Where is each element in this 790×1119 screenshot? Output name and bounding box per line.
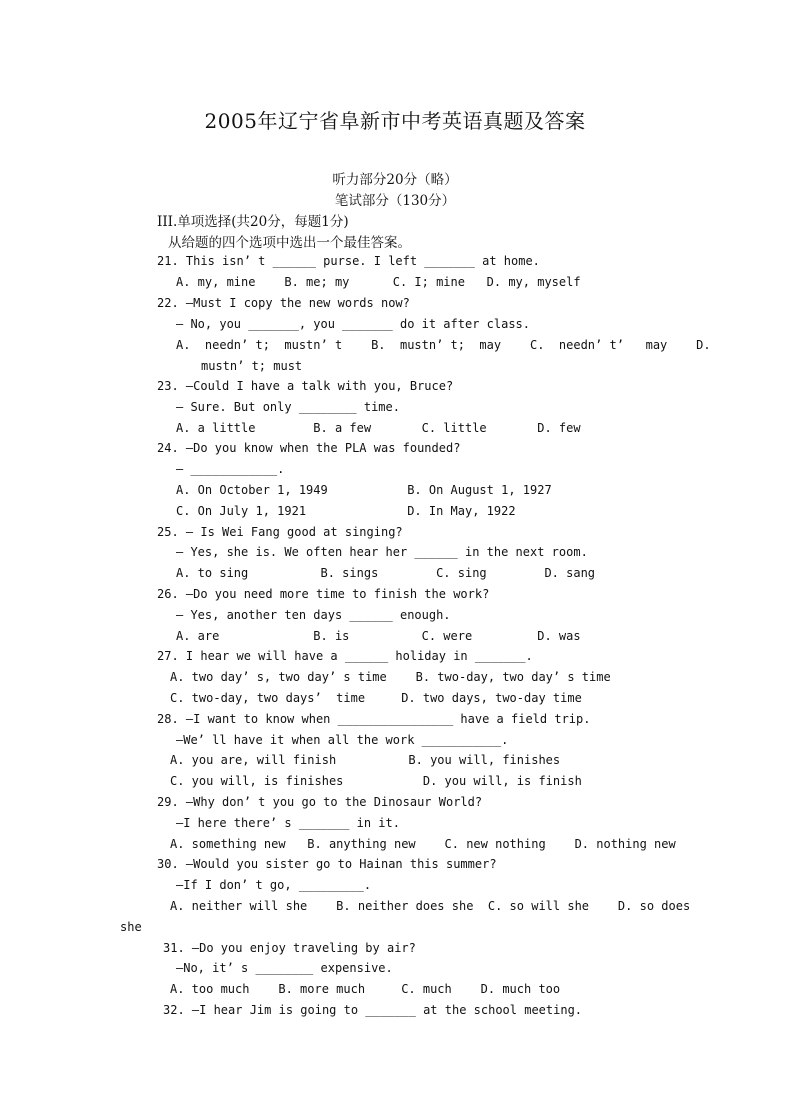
question-24-options-cd: C. On July 1, 1921 D. In May, 1922 — [176, 504, 516, 518]
question-22-options-cont: mustn’ t; must — [201, 359, 303, 373]
question-26-options: A. are B. is C. were D. was — [176, 629, 581, 643]
question-22: 22. —Must I copy the new words now? — [157, 296, 410, 310]
question-31: 31. —Do you enjoy traveling by air? — [163, 941, 416, 955]
question-29-reply: —I here there’ s _______ in it. — [176, 816, 400, 830]
question-30: 30. —Would you sister go to Hainan this summer? — [157, 857, 497, 871]
question-32: 32. —I hear Jim is going to _______ at the school meeting. — [163, 1003, 583, 1017]
question-25: 25. — Is Wei Fang good at singing? — [157, 525, 403, 539]
question-29-options: A. something new B. anything new C. new nothing D. nothing new — [170, 837, 676, 851]
question-25-options: A. to sing B. sings C. sing D. sang — [176, 566, 596, 580]
section-heading: III.单项选择(共20分，每题1分) — [157, 214, 349, 230]
question-30-options-cont: she — [120, 920, 142, 934]
question-29: 29. —Why don’ t you go to the Dinosaur World? — [157, 795, 483, 809]
question-31-options: A. too much B. more much C. much D. much too — [170, 982, 561, 996]
question-28-options-cd: C. you will, is finishes D. you will, is finish — [170, 774, 582, 788]
question-27-options-ab: A. two day’ s, two day’ s time B. two-day, two day’ s time — [170, 670, 611, 684]
section-instruction: 从给题的四个选项中选出一个最佳答案。 — [168, 235, 411, 251]
question-24: 24. —Do you know when the PLA was founded? — [157, 441, 461, 455]
question-27-options-cd: C. two-day, two days’ time D. two days, two-day time — [170, 691, 582, 705]
question-23-options: A. a little B. a few C. little D. few — [176, 421, 581, 435]
question-31-reply: —No, it’ s ________ expensive. — [176, 961, 393, 975]
question-25-reply: — Yes, she is. We often hear her ______ in the next room. — [176, 545, 588, 559]
question-24-reply: — ____________. — [176, 462, 285, 476]
question-22-reply: — No, you _______, you _______ do it after class. — [176, 317, 531, 331]
document-title: 2005年辽宁省阜新市中考英语真题及答案 — [204, 109, 586, 133]
question-23-reply: — Sure. But only ________ time. — [176, 400, 400, 414]
question-28: 28. —I want to know when ________________ have a field trip. — [157, 712, 591, 726]
question-28-reply: —We’ ll have it when all the work ___________. — [176, 733, 509, 747]
question-22-options: A. needn’ t; mustn’ t B. mustn’ t; may C. needn’ t’ may D. — [176, 338, 711, 352]
listening-part-heading: 听力部分20分（略） — [332, 172, 458, 188]
written-part-heading: 笔试部分（130分） — [334, 193, 456, 209]
question-24-options-ab: A. On October 1, 1949 B. On August 1, 1927 — [176, 483, 552, 497]
question-30-reply: —If I don’ t go, _________. — [176, 878, 372, 892]
question-21-options: A. my, mine B. me; my C. I; mine D. my, myself — [176, 275, 581, 289]
question-26-reply: — Yes, another ten days ______ enough. — [176, 608, 451, 622]
question-27: 27. I hear we will have a ______ holiday in _______. — [157, 649, 533, 663]
question-26: 26. —Do you need more time to finish the work? — [157, 587, 490, 601]
question-21: 21. This isn’ t ______ purse. I left _______ at home. — [157, 254, 540, 268]
question-28-options-ab: A. you are, will finish B. you will, finishes — [170, 753, 561, 767]
question-23: 23. —Could I have a talk with you, Bruce? — [157, 379, 454, 393]
question-30-options: A. neither will she B. neither does she C. so will she D. so does — [170, 899, 691, 913]
